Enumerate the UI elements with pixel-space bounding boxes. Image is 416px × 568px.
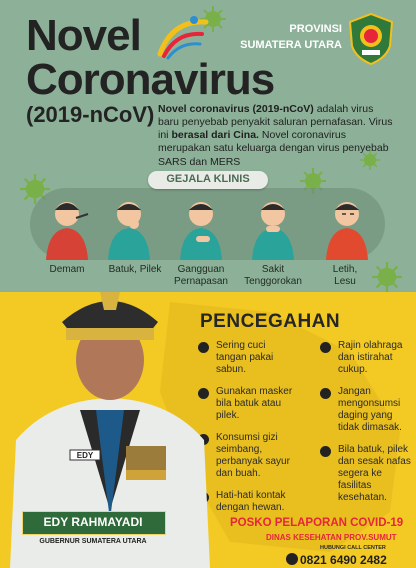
breathing-person-icon bbox=[166, 196, 236, 260]
symptom-label bbox=[300, 264, 390, 288]
prevention-text: Sering cuci tangan pakai sabun. bbox=[216, 340, 274, 375]
call-center-label: HUBUNGI CALL CENTER bbox=[320, 545, 386, 551]
prevention-item bbox=[320, 386, 412, 434]
prevention-item bbox=[198, 386, 298, 422]
sore-throat-person-icon bbox=[238, 196, 308, 260]
prevention-item bbox=[320, 444, 412, 504]
dinas-label: DINAS KESEHATAN PROV.SUMUT bbox=[266, 533, 397, 542]
prevention-text: Rajin olahraga dan istirahat cukup. bbox=[338, 340, 403, 375]
title-coronavirus: Coronavirus bbox=[26, 55, 275, 104]
governor-title: GUBERNUR SUMATERA UTARA bbox=[39, 538, 147, 545]
posko-heading: POSKO PELAPORAN COVID-19 bbox=[230, 517, 404, 529]
prevention-text: Bila batuk, pilek dan sesak nafas segera ke fasilitas kesehatan. bbox=[338, 444, 411, 503]
desc-bold2: berasal dari Cina. bbox=[171, 129, 259, 142]
governor-name: EDY RAHMAYADI bbox=[43, 515, 143, 529]
province-line2: SUMATERA UTARA bbox=[240, 39, 342, 51]
fever-person-icon bbox=[32, 196, 102, 260]
desc-bold1: Novel coronavirus (2019-nCoV) bbox=[158, 103, 314, 115]
prevention-heading: PENCEGAHAN bbox=[200, 311, 341, 332]
phone-number: 0821 6490 2482 bbox=[300, 553, 387, 567]
prevention-item bbox=[198, 490, 298, 514]
desc-text1: adalah virus baru penyebab penyakit saluran pernafasan. Virus ini bbox=[158, 103, 393, 142]
symptom-label-line1: Letih, bbox=[332, 264, 358, 275]
prevention-item bbox=[320, 340, 412, 376]
tired-person-icon bbox=[312, 196, 382, 260]
bullet-dot bbox=[320, 342, 331, 353]
symptom-label-line2: Lesu bbox=[334, 276, 356, 287]
prevention-text: Jangan mengonsumsi daging yang tidak dimasak. bbox=[338, 386, 402, 433]
prevention-right-column bbox=[320, 340, 412, 514]
sumut-emblem-icon bbox=[346, 12, 396, 66]
desc-text2: Novel coronavirus merupakan satu keluarga dengan virus penyebab SARS dan MERS bbox=[158, 129, 389, 168]
symptom-label-line1: Gangguan bbox=[177, 264, 225, 275]
symptom-label-line1: Sakit bbox=[261, 264, 285, 275]
cough-person-icon bbox=[94, 196, 164, 260]
title-ncov: (2019-nCoV) bbox=[26, 102, 155, 127]
symptom-label-line2: Pernapasan bbox=[174, 276, 228, 287]
bullet-dot bbox=[320, 446, 331, 457]
bullet-dot bbox=[320, 388, 331, 399]
prevention-text: Hati-hati kontak dengan hewan. bbox=[216, 490, 286, 513]
title-novel: Novel bbox=[26, 11, 141, 60]
prevention-left-column bbox=[198, 340, 298, 524]
prevention-text: Konsumsi gizi seimbang, perbanyak sayur dan buah. bbox=[216, 432, 290, 479]
description bbox=[158, 103, 396, 169]
symptom-label-line1: Batuk, Pilek bbox=[108, 264, 162, 275]
prevention-item bbox=[198, 432, 298, 480]
phone-icon bbox=[286, 553, 298, 565]
prevention-text: Gunakan masker bila batuk atau pilek. bbox=[216, 386, 293, 421]
symptoms-heading: GEJALA KLINIS bbox=[166, 173, 250, 185]
governor-nametag: EDY bbox=[76, 451, 94, 460]
province-line1: PROVINSI bbox=[289, 23, 342, 35]
prevention-item bbox=[198, 340, 298, 376]
symptom-label-line2: Tenggorokan bbox=[244, 276, 302, 287]
symptom-label-line1: Demam bbox=[49, 264, 85, 275]
